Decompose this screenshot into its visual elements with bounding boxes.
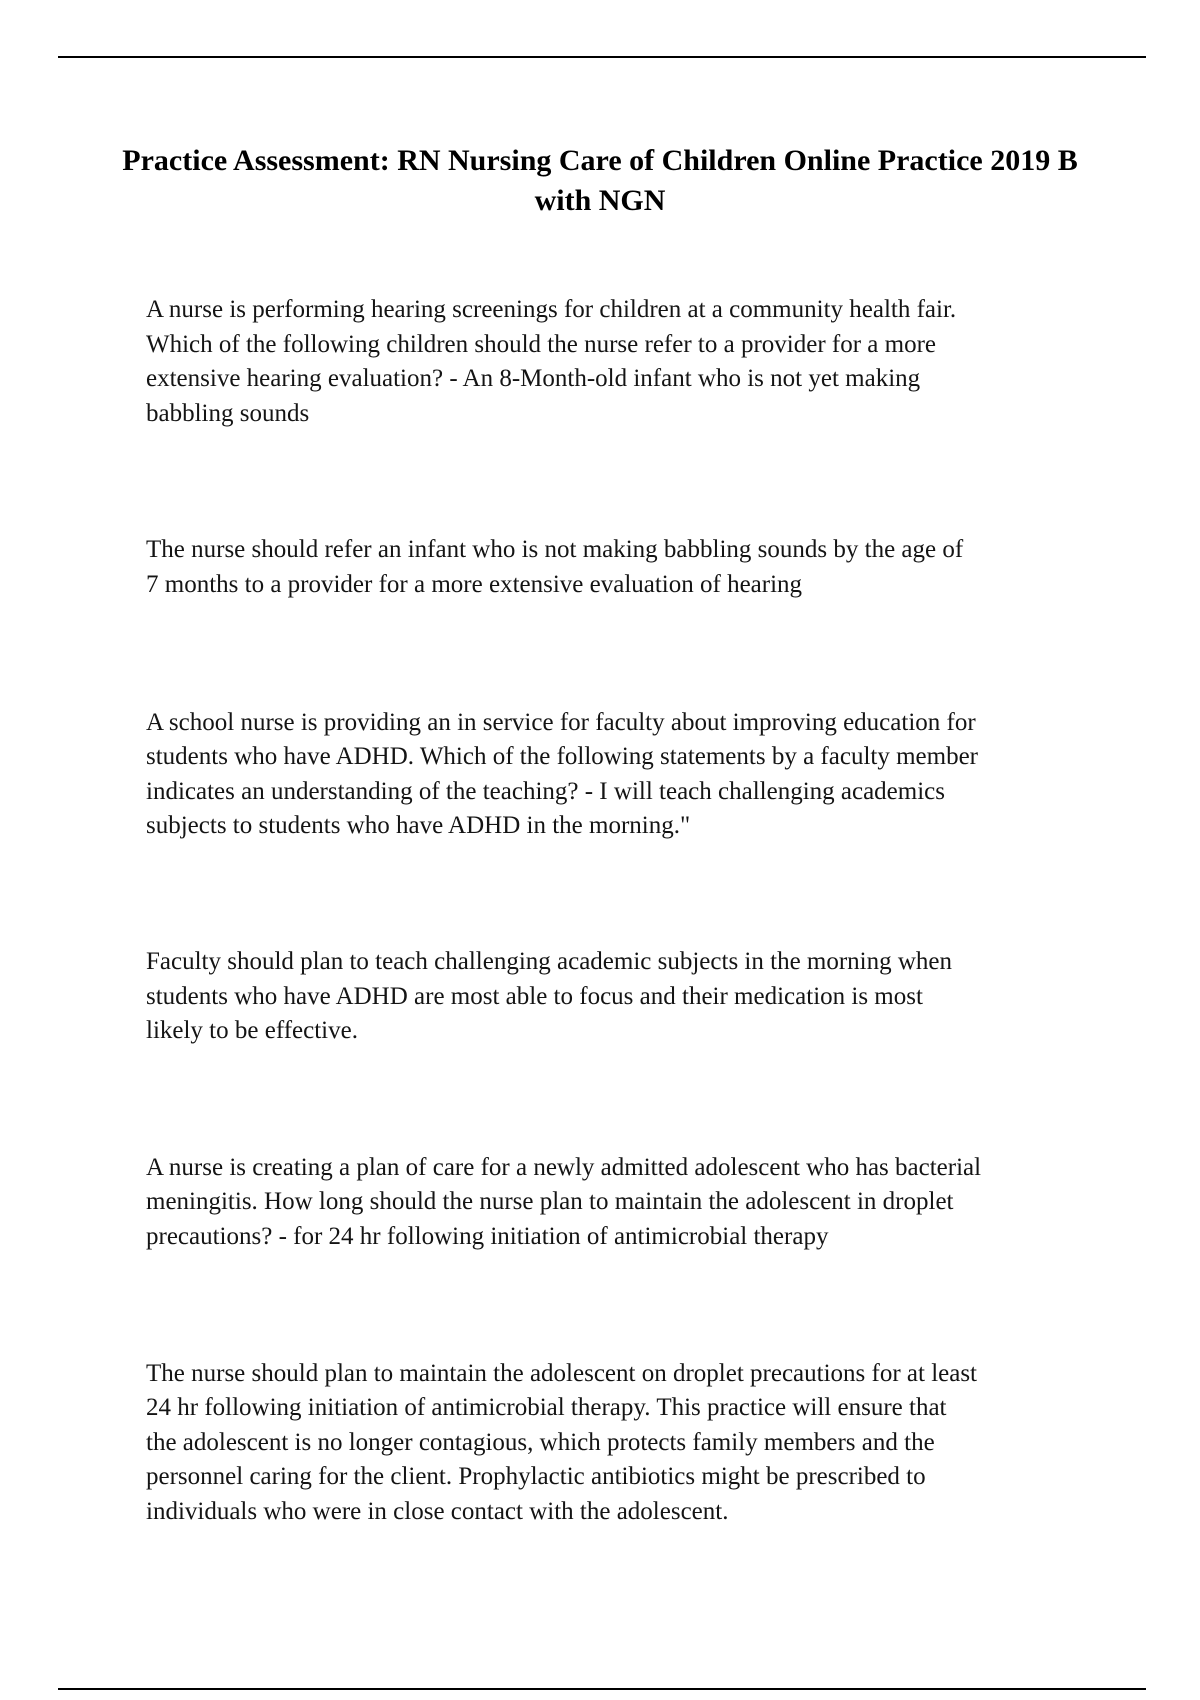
text-line: the adolescent is no longer contagious, which protects family members and the [146,1428,935,1456]
bottom-rule [58,1688,1146,1690]
text-line: personnel caring for the client. Prophylactic antibiotics might be prescribed to [146,1463,926,1491]
text-line: likely to be effective. [146,1017,358,1045]
document-title: Practice Assessment: RN Nursing Care of Children Online Practice 2019 B with NGN [122,144,1078,217]
text-line: indicates an understanding of the teaching? - I will teach challenging academics [146,777,945,805]
question-3 [146,1151,1096,1255]
text-line: A nurse is creating a plan of care for a newly admitted adolescent who has bacterial [146,1153,982,1181]
rationale-2 [146,945,1096,1049]
text-line: Which of the following children should the nurse refer to a provider for a more [146,330,937,358]
text-line: precautions? - for 24 hr following initiation of antimicrobial therapy [146,1222,829,1250]
text-line: 24 hr following initiation of antimicrobial therapy. This practice will ensure that [146,1394,947,1422]
question-2 [146,706,1096,844]
text-line: The nurse should refer an infant who is not making babbling sounds by the age of [146,536,964,564]
text-line: meningitis. How long should the nurse plan to maintain the adolescent in droplet [146,1188,954,1216]
text-line: Faculty should plan to teach challenging academic subjects in the morning when [146,947,953,975]
text-line: individuals who were in close contact with the adolescent. [146,1497,729,1525]
text-line: The nurse should plan to maintain the adolescent on droplet precautions for at least [146,1359,978,1387]
text-line: 7 months to a provider for a more extensive evaluation of hearing [146,570,803,598]
top-rule [58,56,1146,58]
text-line: subjects to students who have ADHD in the morning." [146,812,691,840]
text-line: A nurse is performing hearing screenings for children at a community health fair. [146,296,957,323]
text-line: extensive hearing evaluation? - An 8-Month-old infant who is not yet making [146,365,921,393]
question-1 [146,293,1096,431]
rationale-1 [146,533,1096,602]
text-line: A school nurse is providing an in service for faculty about improving education for [146,708,976,736]
rationale-3 [146,1357,1096,1530]
document-body [146,293,1096,1529]
text-line: babbling sounds [146,399,310,427]
text-line: students who have ADHD are most able to focus and their medication is most [146,982,923,1010]
text-line: students who have ADHD. Which of the following statements by a faculty member [146,743,978,771]
